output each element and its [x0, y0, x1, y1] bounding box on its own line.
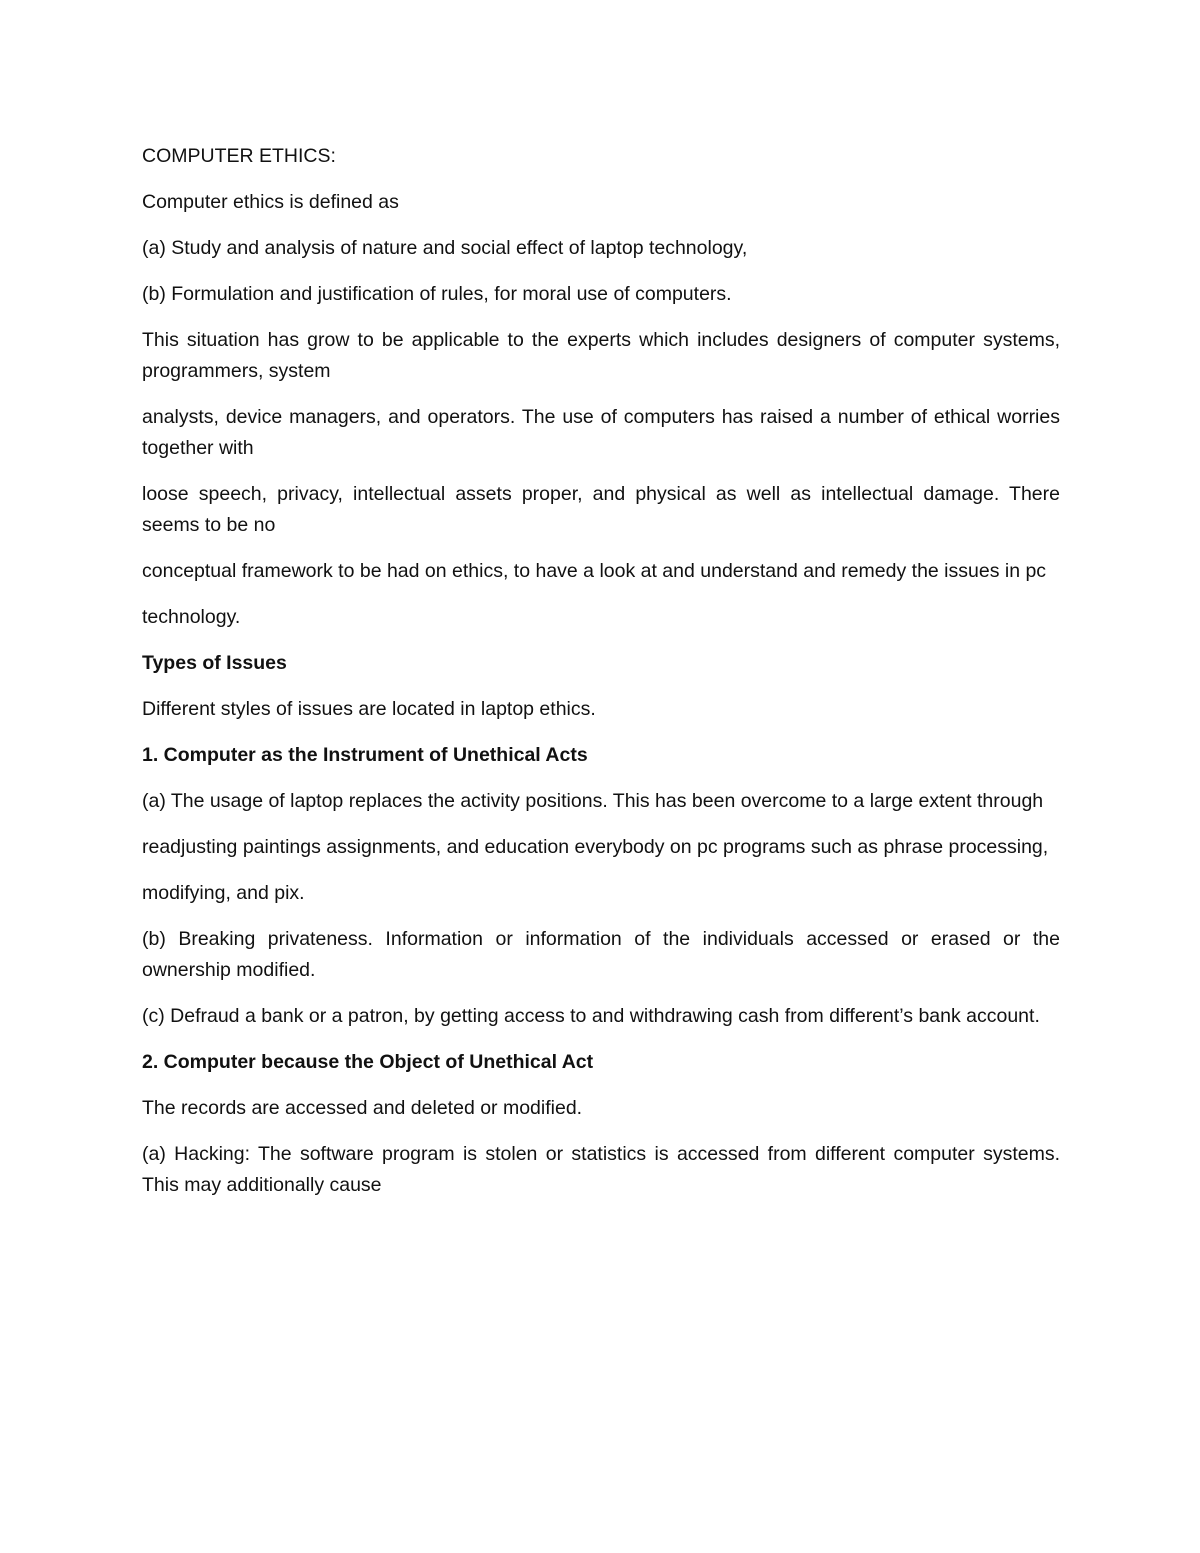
paragraph-body: loose speech, privacy, intellectual assets proper, and physical as well as intellectual damage. There seems to be no	[142, 483, 1060, 536]
paragraph-definition-intro: Computer ethics is defined as	[142, 191, 399, 213]
paragraph-body: (b) Breaking privateness. Information or information of the individuals accessed or erased or the ownership modified.	[142, 928, 1060, 981]
paragraph-body: conceptual framework to be had on ethics, to have a look at and understand and remedy the issues in pc	[142, 560, 1047, 582]
paragraph-body: readjusting paintings assignments, and education everybody on pc programs such as phrase processing,	[142, 836, 1049, 858]
paragraph-body: This situation has grow to be applicable to the experts which includes designers of computer systems, programmers, system	[142, 329, 1060, 382]
paragraph-body: The records are accessed and deleted or modified.	[142, 1097, 583, 1119]
paragraph-body: technology.	[142, 606, 241, 628]
paragraph-body: (c) Defraud a bank or a patron, by getting access to and withdrawing cash from different’s bank account.	[142, 1005, 1040, 1027]
paragraph-body: modifying, and pix.	[142, 882, 305, 904]
paragraph-body: (a) Hacking: The software program is stolen or statistics is accessed from different computer systems. This may additionally cause	[142, 1143, 1060, 1196]
paragraph-definition-b: (b) Formulation and justification of rules, for moral use of computers.	[142, 283, 732, 305]
section-heading-instrument: 1. Computer as the Instrument of Unethical Acts	[142, 744, 588, 766]
section-heading-types-of-issues: Types of Issues	[142, 652, 287, 674]
paragraph-definition-a: (a) Study and analysis of nature and social effect of laptop technology,	[142, 237, 748, 259]
document-title: COMPUTER ETHICS:	[142, 145, 336, 167]
paragraph-body: analysts, device managers, and operators. The use of computers has raised a number of ethical worries together with	[142, 406, 1060, 459]
paragraph-body: (a) The usage of laptop replaces the activity positions. This has been overcome to a large extent through	[142, 790, 1044, 812]
paragraph-body: Different styles of issues are located in laptop ethics.	[142, 698, 596, 720]
section-heading-object: 2. Computer because the Object of Unethical Act	[142, 1051, 594, 1073]
document-body	[142, 141, 1060, 1216]
